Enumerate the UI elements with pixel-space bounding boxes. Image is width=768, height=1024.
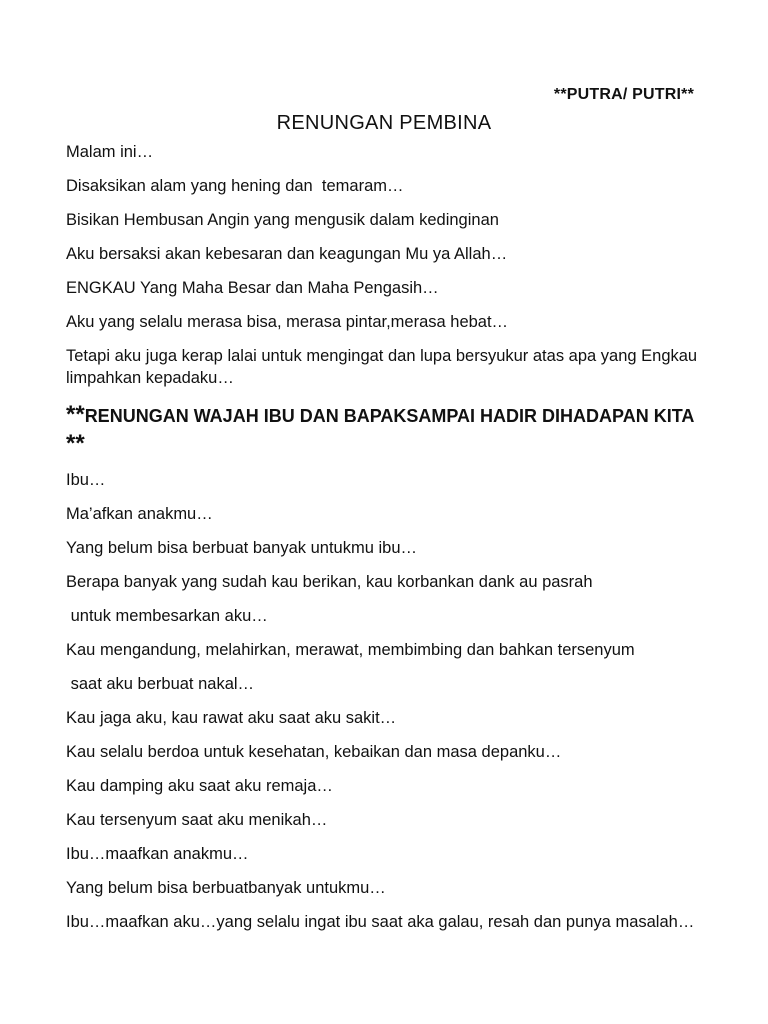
text-line: Yang belum bisa berbuatbanyak untukmu…	[66, 879, 386, 897]
text-line: Disaksikan alam yang hening dan temaram…	[66, 177, 404, 195]
text-line: Kau tersenyum saat aku menikah…	[66, 811, 328, 829]
text-line: Malam ini…	[66, 143, 154, 161]
text-line: ENGKAU Yang Maha Besar dan Maha Pengasih…	[66, 279, 439, 297]
text-line: Ma’afkan anakmu…	[66, 505, 213, 523]
text-line: Aku yang selalu merasa bisa, merasa pintar,merasa hebat…	[66, 313, 509, 331]
text-line: Yang belum bisa berbuat banyak untukmu ibu…	[66, 539, 417, 557]
text-line: Berapa banyak yang sudah kau berikan, kau korbankan dank au pasrah	[66, 573, 593, 591]
document-title: RENUNGAN PEMBINA	[276, 112, 492, 134]
heading-text: RENUNGAN WAJAH IBU DAN BAPAKSAMPAI HADIR DIHADAPAN KITA	[84, 406, 694, 426]
text-line: Kau mengandung, melahirkan, merawat, membimbing dan bahkan tersenyum	[66, 641, 635, 659]
document-body	[66, 141, 716, 945]
text-line: Kau selalu berdoa untuk kesehatan, kebaikan dan masa depanku…	[66, 743, 562, 761]
text-line: Tetapi aku juga kerap lalai untuk mengingat dan lupa bersyukur atas apa yang Engkau limpahkan kepadaku…	[66, 347, 702, 387]
heading-suffix: **	[66, 430, 85, 457]
text-line: untuk membesarkan aku…	[66, 607, 268, 625]
text-line: saat aku berbuat nakal…	[66, 675, 255, 693]
text-line: Ibu…	[66, 471, 106, 489]
text-line: Ibu…maafkan aku…yang selalu ingat ibu saat aka galau, resah dan punya masalah…	[66, 913, 695, 931]
heading-prefix: **	[66, 401, 85, 428]
text-line: Bisikan Hembusan Angin yang mengusik dalam kedinginan	[66, 211, 499, 229]
text-line: Ibu…maafkan anakmu…	[66, 845, 249, 863]
text-line: Aku bersaksi akan kebesaran dan keagungan Mu ya Allah…	[66, 245, 508, 263]
text-line: Kau damping aku saat aku remaja…	[66, 777, 333, 795]
audience-tag: **PUTRA/ PUTRI**	[553, 86, 694, 103]
section-heading	[66, 401, 716, 459]
text-line: Kau jaga aku, kau rawat aku saat aku sakit…	[66, 709, 397, 727]
